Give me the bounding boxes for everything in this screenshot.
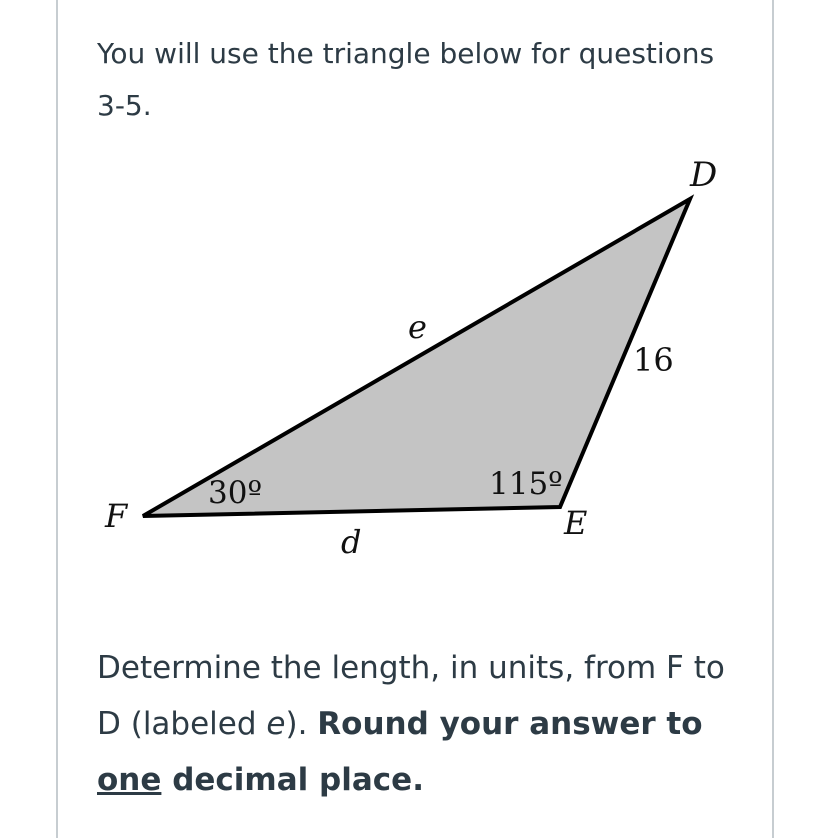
side-label-16: 16 xyxy=(633,341,674,379)
vertex-label-f: F xyxy=(105,497,128,535)
rounding-instruction-part2: decimal place. xyxy=(161,762,424,798)
vertex-label-d: D xyxy=(690,155,718,195)
rounding-instruction-part1: Round your answer to xyxy=(317,706,703,742)
question-part1: Determine the length, in units, from F to D (labeled xyxy=(97,650,725,742)
angle-label-e: 115º xyxy=(489,466,563,502)
question-variable: e xyxy=(266,706,286,742)
rounding-instruction-emphasis: one xyxy=(97,762,162,798)
question-text xyxy=(97,640,757,808)
side-label-d: d xyxy=(341,523,362,561)
angle-label-f: 30º xyxy=(208,475,263,511)
side-label-e: e xyxy=(408,308,427,346)
question-part2: ). xyxy=(285,706,318,742)
intro-text: You will use the triangle below for questions 3-5. xyxy=(97,37,715,122)
vertex-label-e: E xyxy=(564,504,588,542)
triangle-shape xyxy=(143,199,690,516)
